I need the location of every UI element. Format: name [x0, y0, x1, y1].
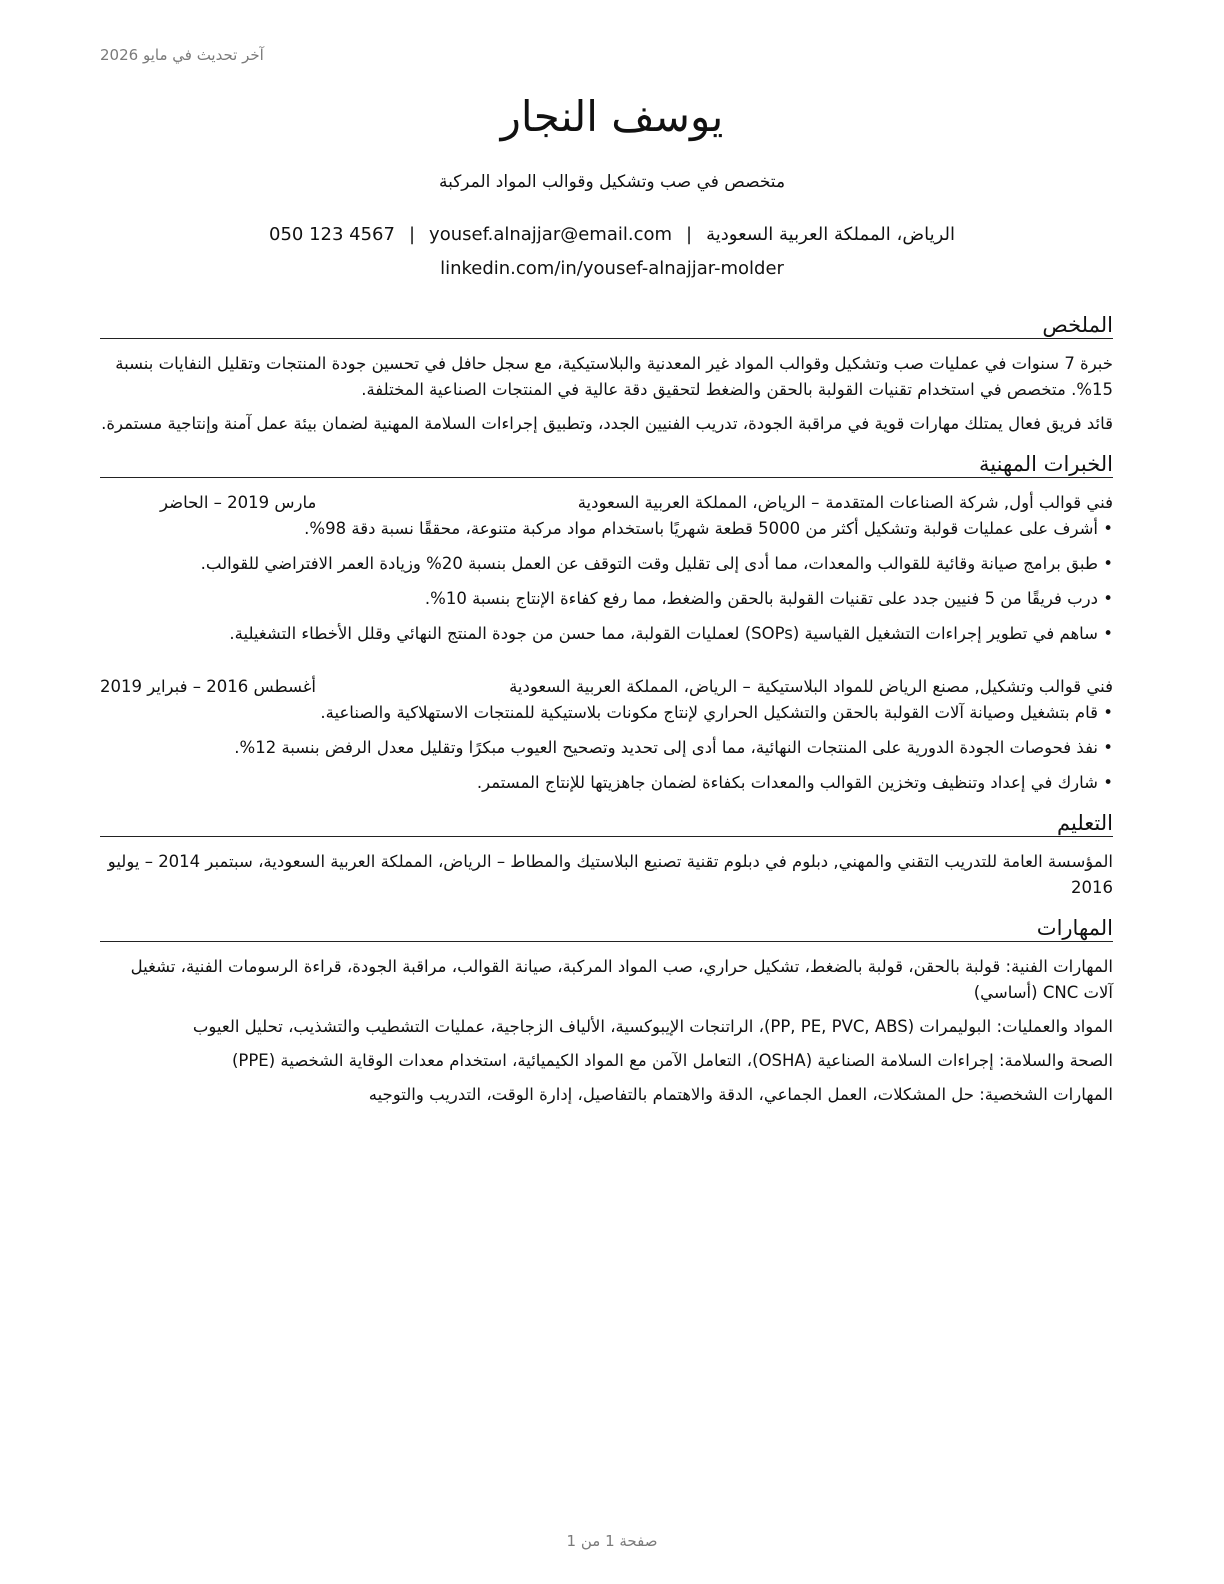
candidate-name: يوسف النجار: [500, 92, 724, 141]
job-role-company: فني قوالب أول, شركة الصناعات المتقدمة: [825, 493, 1113, 512]
candidate-subtitle: متخصص في صب وتشكيل وقوالب المواد المركبة: [438, 172, 786, 192]
contact-separator: |: [686, 224, 693, 245]
resume-body: [100, 312, 1113, 1116]
contact-location: الرياض، المملكة العربية السعودية: [706, 224, 955, 245]
skills-line: المواد والعمليات: البوليمرات (PP, PE, PVC, ABS)، الراتنجات الإيبوكسية، الألياف الزجاجية، عمليات التشطيب والتشذيب، تحليل العيوب: [192, 1017, 1113, 1036]
job-bullets: [100, 516, 1113, 647]
skills-line: الصحة والسلامة: إجراءات السلامة الصناعية (OSHA)، التعامل الآمن مع المواد الكيميائية، استخدام معدات الوقاية الشخصية (PPE): [231, 1051, 1113, 1070]
contact-email[interactable]: yousef.alnajjar@email.com: [429, 224, 673, 245]
job-bullet: • طبق برامج صيانة وقائية للقوالب والمعدات، مما أدى إلى تقليل وقت التوقف عن العمل بنسبة 20% وزيادة العمر الافتراضي للقوالب.: [100, 551, 1113, 577]
last-updated: آخر تحديث في مايو 2026: [100, 46, 264, 64]
section-title-summary: الملخص: [100, 312, 1113, 339]
education-entry: المؤسسة العامة للتدريب التقني والمهني, دبلوم في دبلوم تقنية تصنيع البلاستيك والمطاط – الرياض، المملكة العربية السعودية، سبتمبر 2014 – يوليو 2016: [107, 852, 1113, 897]
job-dates: مارس 2019 – الحاضر: [160, 493, 317, 512]
job-header: [100, 490, 1113, 516]
job-entry: [100, 674, 1113, 796]
job-location: – الرياض، المملكة العربية السعودية: [509, 677, 751, 696]
job-bullets: [100, 700, 1113, 796]
job-bullet: • نفذ فحوصات الجودة الدورية على المنتجات النهائية، مما أدى إلى تحديد وتصحيح العيوب مبكرًا وتقليل معدل الرفض بنسبة 12%.: [100, 735, 1113, 761]
page-number: صفحة 1 من 1: [566, 1532, 658, 1550]
experience-section: [100, 451, 1113, 796]
contact-line: [0, 224, 1224, 245]
job-role-company: فني قوالب وتشكيل, مصنع الرياض للمواد البلاستيكية: [756, 677, 1113, 696]
skills-section: [100, 915, 1113, 1108]
section-title-education: التعليم: [100, 810, 1113, 837]
education-section: [100, 810, 1113, 901]
job-dates: أغسطس 2016 – فبراير 2019: [100, 677, 316, 696]
section-title-skills: المهارات: [100, 915, 1113, 942]
education-dates: سبتمبر 2014 – يوليو 2016: [107, 852, 1113, 897]
section-title-experience: الخبرات المهنية: [100, 451, 1113, 478]
skills-line: المهارات الفنية: قولبة بالحقن، قولبة بالضغط، تشكيل حراري، صب المواد المركبة، صيانة القوالب، مراقبة الجودة، قراءة الرسومات الفنية، تشغيل آلات CNC (أساسي): [130, 957, 1113, 1002]
contact-phone: 050 123 4567: [269, 224, 395, 245]
summary-paragraph: خبرة 7 سنوات في عمليات صب وتشكيل وقوالب المواد غير المعدنية والبلاستيكية، مع سجل حافل في تحسين جودة المنتجات وتقليل النفايات بنسبة 15%. متخصص في استخدام تقنيات القولبة بالحقن والضغط لتحقيق دقة عالية في المنتجات الصناعية المختلفة.: [115, 354, 1113, 399]
education-institution: المؤسسة العامة للتدريب التقني والمهني, دبلوم في دبلوم تقنية تصنيع البلاستيك والمطاط – الرياض، المملكة العربية السعودية: [263, 852, 1113, 871]
job-location: – الرياض، المملكة العربية السعودية: [577, 493, 820, 512]
job-bullet: • ساهم في تطوير إجراءات التشغيل القياسية (SOPs) لعمليات القولبة، مما حسن من جودة المنتج النهائي وقلل الأخطاء التشغيلية.: [100, 621, 1113, 647]
summary-section: [100, 312, 1113, 437]
job-bullet: • قام بتشغيل وصيانة آلات القولبة بالحقن والتشكيل الحراري لإنتاج مكونات بلاستيكية للمنتجات الاستهلاكية والصناعية.: [100, 700, 1113, 726]
job-header: [100, 674, 1113, 700]
linkedin-link[interactable]: linkedin.com/in/yousef-alnajjar-molder: [440, 258, 784, 279]
job-bullet: • أشرف على عمليات قولبة وتشكيل أكثر من 5000 قطعة شهريًا باستخدام مواد مركبة متنوعة، محققًا نسبة دقة 98%.: [100, 516, 1113, 542]
skills-line: المهارات الشخصية: حل المشكلات، العمل الجماعي، الدقة والاهتمام بالتفاصيل، إدارة الوقت، التدريب والتوجيه: [368, 1085, 1113, 1104]
job-bullet: • شارك في إعداد وتنظيف وتخزين القوالب والمعدات بكفاءة لضمان جاهزيتها للإنتاج المستمر.: [100, 770, 1113, 796]
contact-separator: |: [408, 224, 416, 245]
summary-paragraph: قائد فريق فعال يمتلك مهارات قوية في مراقبة الجودة، تدريب الفنيين الجدد، وتطبيق إجراءات السلامة المهنية لضمان بيئة عمل آمنة وإنتاجية مستمرة.: [101, 414, 1113, 433]
job-bullet: • درب فريقًا من 5 فنيين جدد على تقنيات القولبة بالحقن والضغط، مما رفع كفاءة الإنتاج بنسبة 10%.: [100, 586, 1113, 612]
job-entry: [100, 490, 1113, 647]
